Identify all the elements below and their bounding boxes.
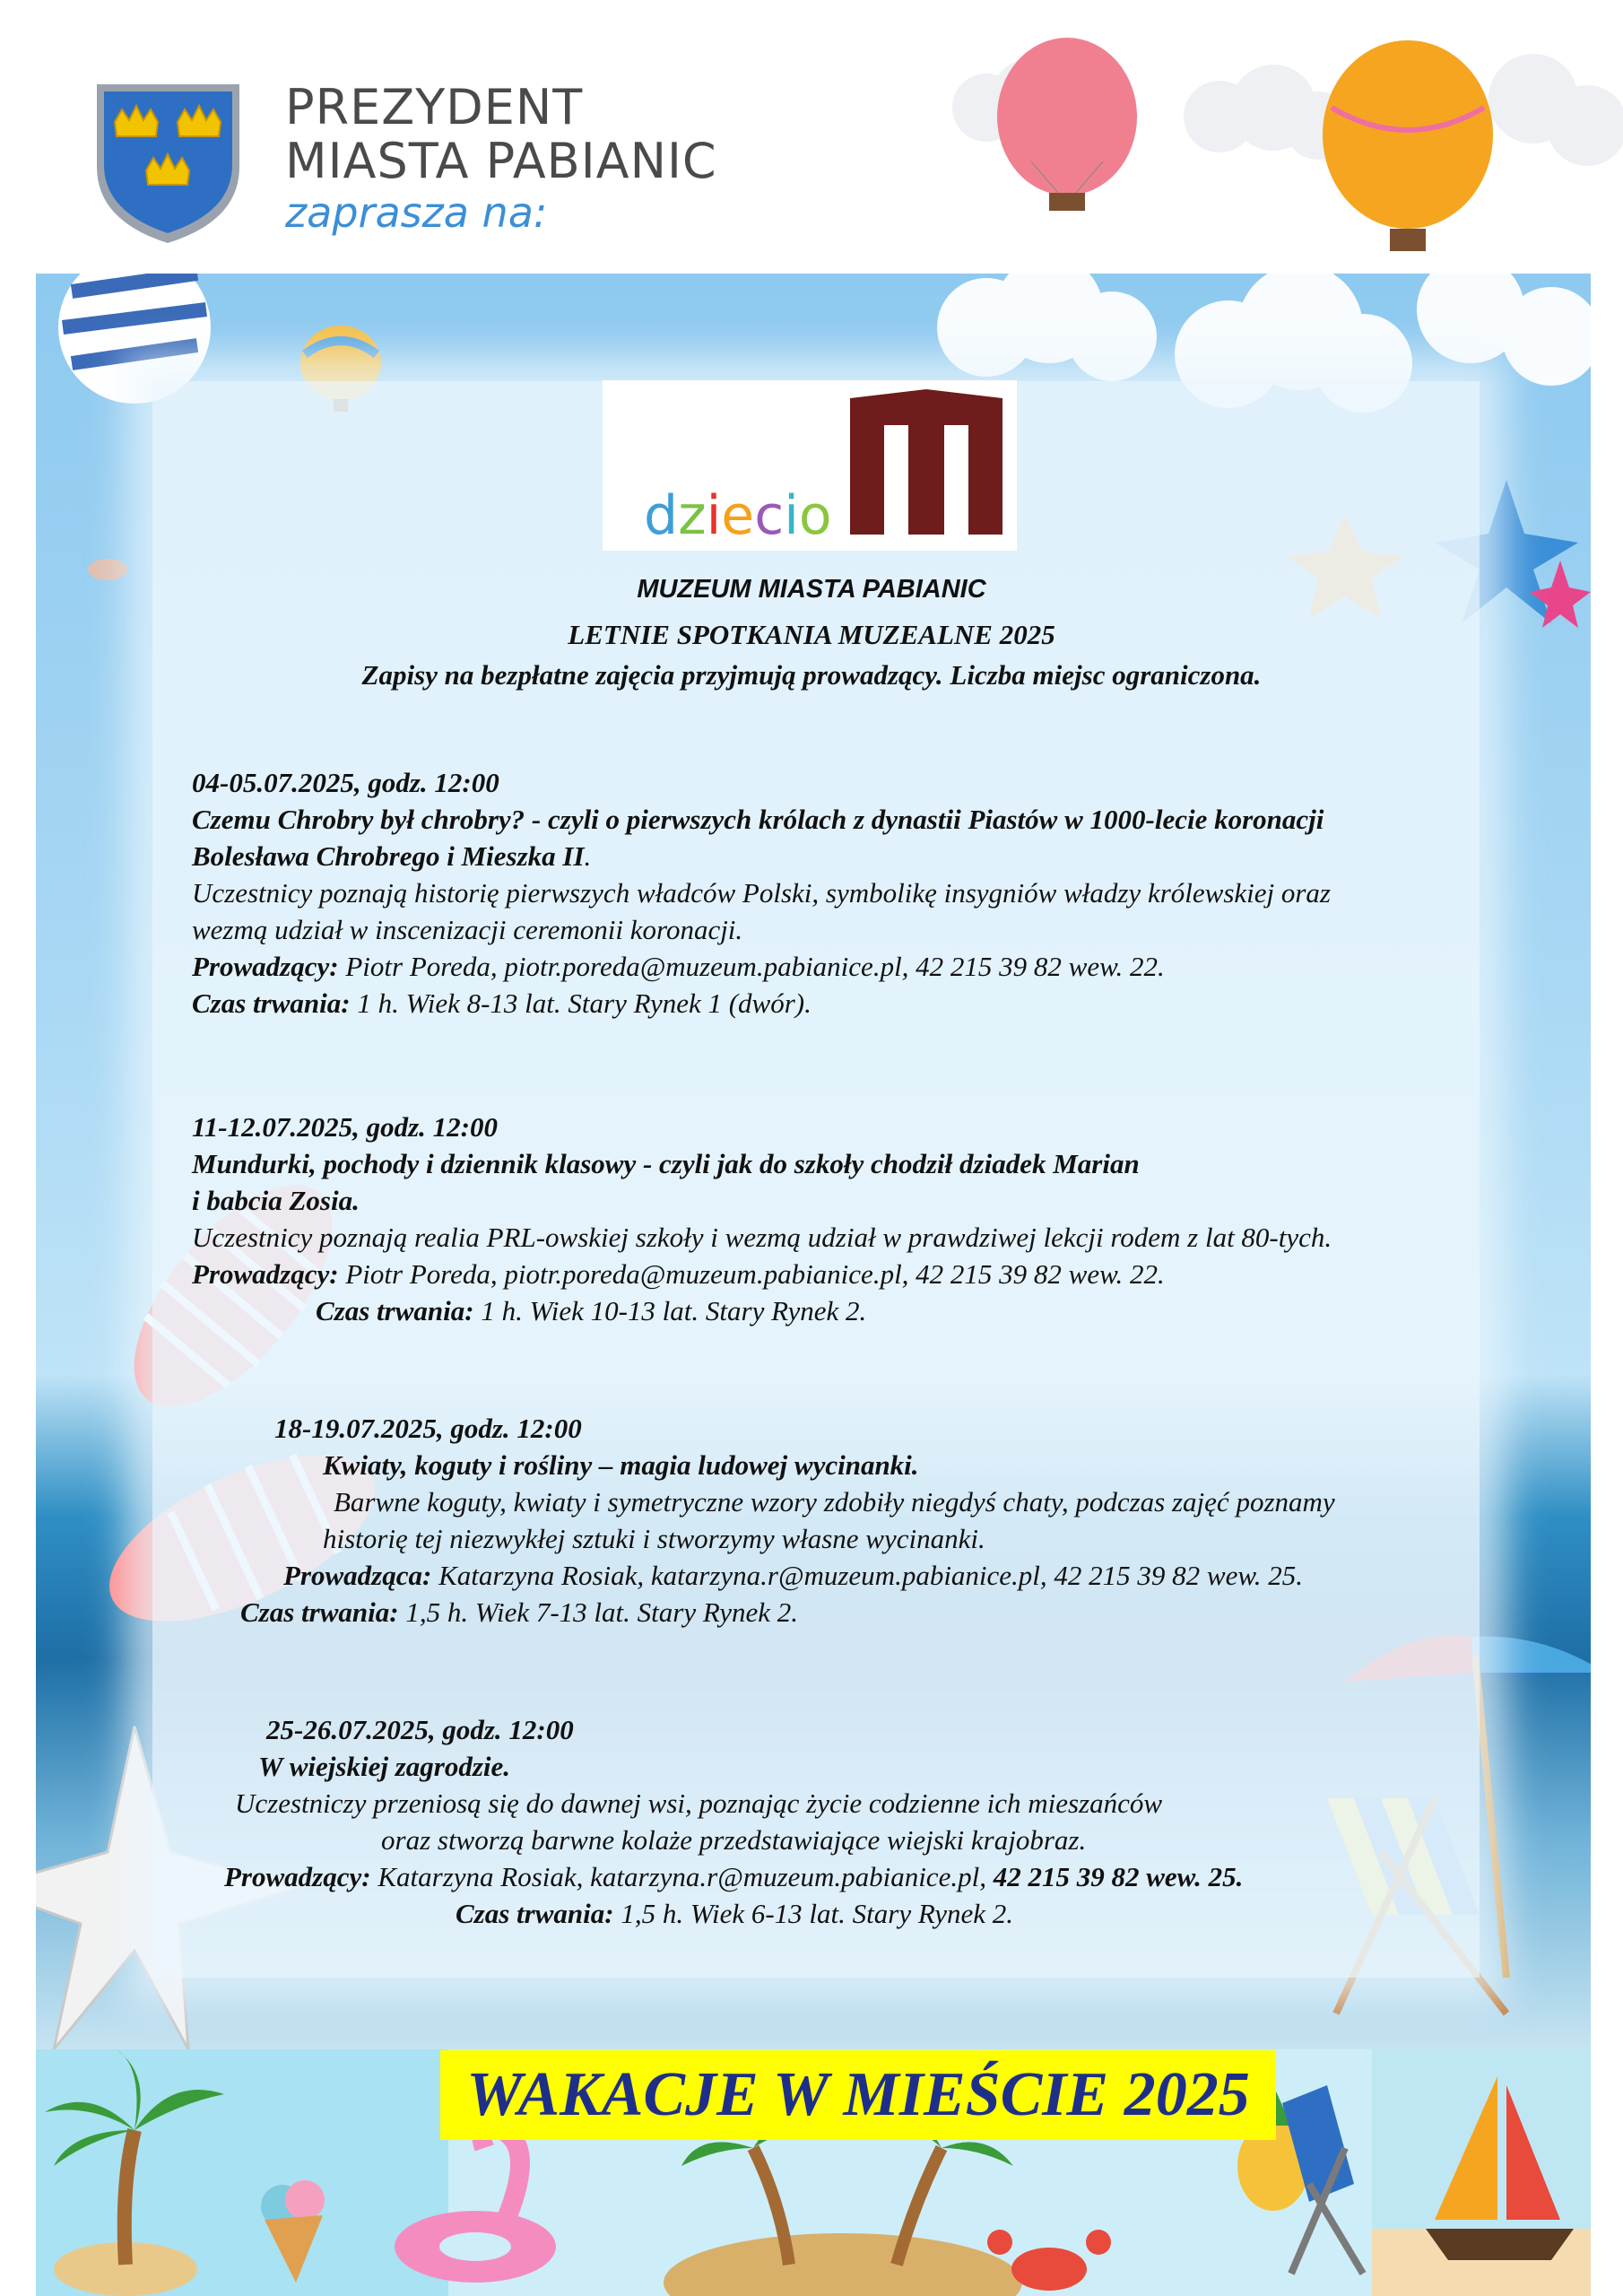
logo-letter: i [784, 484, 799, 547]
leader-label: Prowadzący: [192, 951, 339, 982]
event-description: Uczestniczy przeniosą się do dawnej wsi, poznając życie codzienne ich mieszańców [235, 1787, 1163, 1819]
leader-contact: Katarzyna Rosiak, katarzyna.r@muzeum.pabianice.pl, [370, 1861, 994, 1892]
museum-name: MUZEUM MIASTA PABIANIC [637, 575, 986, 604]
event-description: oraz stworzą barwne kolaże przedstawiające wiejski krajobraz. [381, 1824, 1087, 1856]
duration-label: Czas trwania: [240, 1596, 399, 1628]
event-block [240, 1410, 1335, 1631]
leader-contact: Piotr Poreda, piotr.poreda@muzeum.pabianice.pl, 42 215 39 82 wew. 22. [338, 1258, 1165, 1290]
event-description: Uczestnicy poznają realia PRL-owskiej szkoły i wezmą udział w prawdziwej lekcji rodem z lat 80-tych. [192, 1222, 1332, 1253]
header-title-line2: MIASTA PABIANIC [285, 133, 717, 189]
leader-contact: Katarzyna Rosiak, katarzyna.r@muzeum.pabianice.pl, 42 215 39 82 wew. 25. [431, 1560, 1303, 1591]
leader-phone: 42 215 39 82 wew. 25. [993, 1861, 1244, 1892]
event-title-tail: . [584, 840, 592, 872]
leader-label: Prowadzący: [192, 1258, 339, 1290]
event-block [192, 1109, 1332, 1329]
event-description: Uczestnicy poznają historię pierwszych władców Polski, symbolikę insygniów władzy królewskiej oraz [192, 877, 1332, 909]
logo-letter: c [754, 484, 785, 547]
hot-air-balloon-icon [997, 38, 1137, 211]
header-decoration [852, 27, 1623, 278]
duration-label: Czas trwania: [316, 1295, 474, 1326]
banner-title: WAKACJE W MIEŚCIE 2025 [466, 2060, 1250, 2129]
registration-note: Zapisy na bezpłatne zajęcia przyjmują prowadzący. Liczba miejsc ograniczona. [361, 659, 1262, 691]
event-title-part: Bolesława Chrobrego i Mieszka II [192, 840, 585, 872]
leader-label: Prowadząca: [283, 1560, 432, 1591]
season-title: LETNIE SPOTKANIA MUZEALNE 2025 [568, 619, 1055, 650]
logo-letter: e [721, 484, 755, 547]
event-date: 04-05.07.2025, godz. 12:00 [192, 767, 499, 798]
event-leader [240, 1557, 1335, 1594]
duration-label: Czas trwania: [192, 987, 351, 1019]
city-crest-icon [90, 77, 247, 248]
event-duration [224, 1895, 1243, 1932]
event-title-line2: i babcia Zosia. [192, 1185, 360, 1216]
event-title: Kwiaty, koguty i rośliny – magia ludowej wycinanki. [323, 1449, 919, 1481]
event-title: W wiejskiej zagrodzie. [258, 1751, 511, 1782]
header-title-line1: PREZYDENT [285, 79, 584, 135]
duration-details: 1 h. Wiek 10-13 lat. Stary Rynek 2. [473, 1295, 867, 1326]
event-title: Czemu Chrobry był chrobry? - czyli o pierwszych królach z dynastii Piastów w 1000-lecie koronacji [192, 804, 1324, 835]
duration-details: 1,5 h. Wiek 7-13 lat. Stary Rynek 2. [398, 1596, 798, 1628]
logo-wordmark [644, 484, 832, 547]
event-leader [224, 1858, 1243, 1895]
event-description: Barwne koguty, kwiaty i symetryczne wzory zdobiły niegdyś chaty, podczas zajęć poznamy [334, 1486, 1335, 1518]
event-duration [192, 1292, 1332, 1329]
leader-contact: Piotr Poreda, piotr.poreda@muzeum.pabianice.pl, 42 215 39 82 wew. 22. [338, 951, 1165, 982]
event-title: Mundurki, pochody i dziennik klasowy - czyli jak do szkoły chodził dziadek Marian [192, 1148, 1140, 1179]
logo-letter: d [644, 484, 679, 547]
logo-letter: o [798, 484, 832, 547]
duration-details: 1 h. Wiek 8-13 lat. Stary Rynek 1 (dwór). [350, 987, 812, 1019]
event-duration [192, 985, 1331, 1022]
logo-letter: i [706, 484, 722, 547]
event-duration [240, 1594, 1335, 1631]
event-title-line2 [192, 838, 1331, 874]
event-description: wezmą udział w inscenizacji ceremonii koronacji. [192, 914, 743, 945]
museum-m-logo-icon [850, 389, 1002, 535]
header-invite-line: zaprasza na: [285, 188, 548, 237]
leader-label: Prowadzący: [224, 1861, 371, 1892]
duration-label: Czas trwania: [456, 1898, 614, 1929]
event-date: 11-12.07.2025, godz. 12:00 [192, 1111, 498, 1143]
event-leader [192, 1256, 1332, 1292]
event-block [224, 1711, 1243, 1932]
event-block [192, 764, 1331, 1022]
logo-letter: z [678, 484, 707, 547]
event-date: 25-26.07.2025, godz. 12:00 [266, 1714, 574, 1745]
event-leader [192, 948, 1331, 985]
event-date: 18-19.07.2025, godz. 12:00 [274, 1413, 582, 1444]
duration-details: 1,5 h. Wiek 6-13 lat. Stary Rynek 2. [613, 1898, 1013, 1929]
event-description: historię tej niezwykłej sztuki i stworzymy własne wycinanki. [323, 1523, 985, 1554]
hot-air-balloon-icon [1323, 40, 1493, 251]
